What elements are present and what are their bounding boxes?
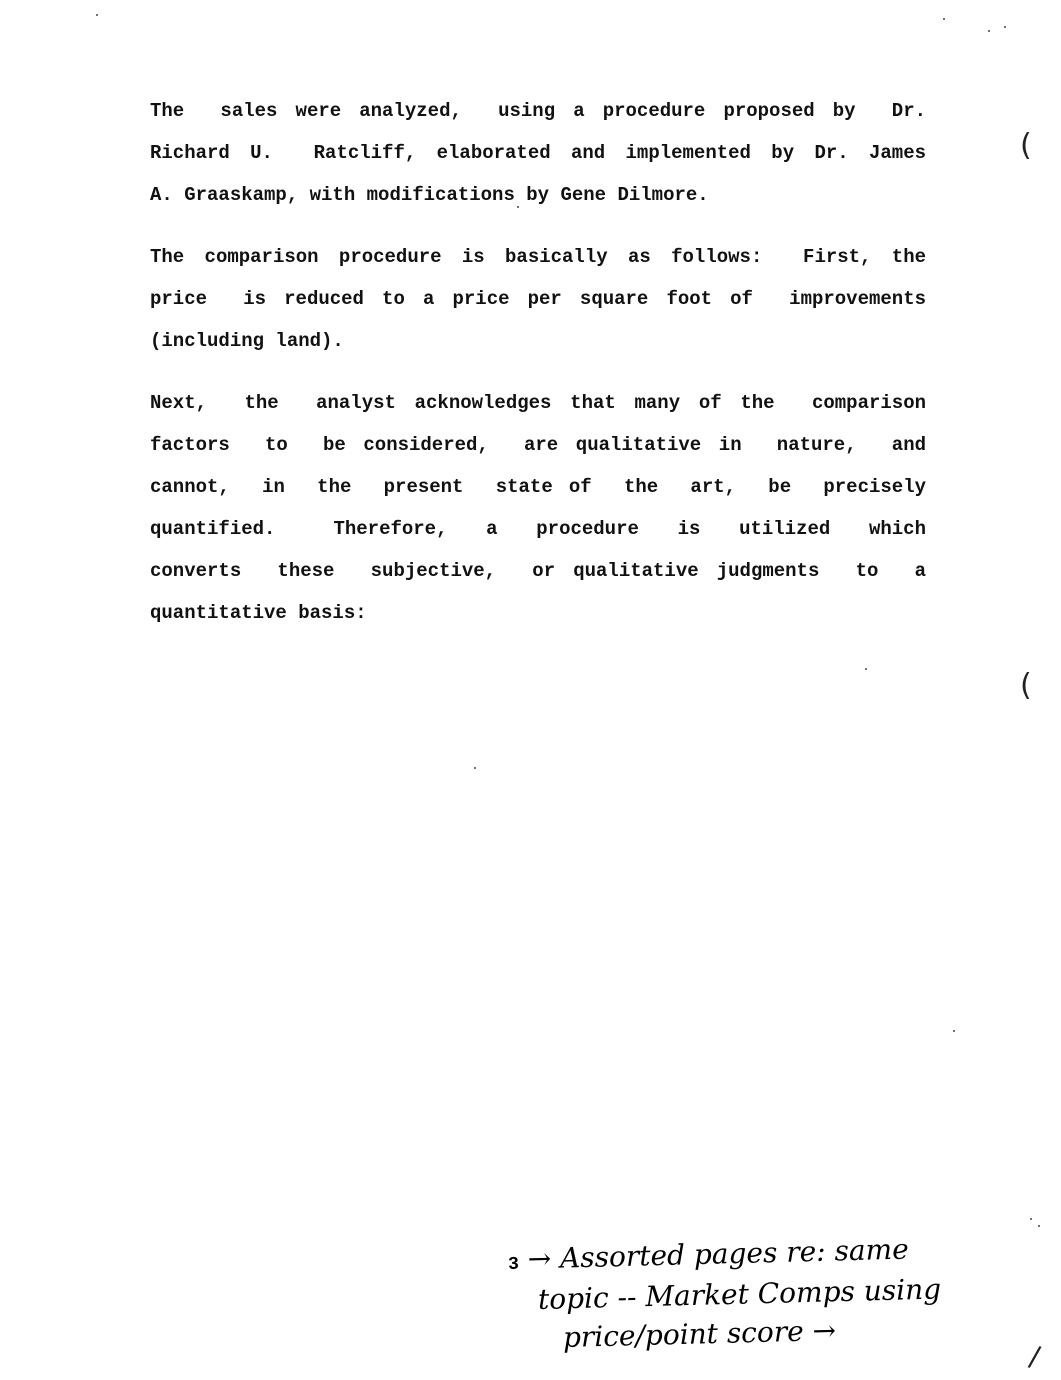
text-line: quantitative basis: bbox=[150, 602, 367, 624]
handwritten-note bbox=[507, 1232, 1008, 1354]
text-line: quantified. Therefore, a procedure is utilized which bbox=[150, 518, 926, 540]
text-line: (including land). bbox=[150, 330, 344, 352]
scan-speck bbox=[474, 767, 476, 769]
scan-speck bbox=[865, 668, 867, 670]
scan-speck bbox=[1030, 1218, 1032, 1220]
paragraph-2 bbox=[150, 236, 926, 362]
margin-stroke-mark: / bbox=[1026, 1339, 1043, 1374]
scan-speck bbox=[1038, 1225, 1040, 1227]
scan-speck bbox=[943, 18, 945, 20]
handwritten-line: topic -- Market Comps using bbox=[537, 1272, 942, 1316]
text-line: The sales were analyzed, using a procedure proposed by Dr. bbox=[150, 100, 926, 122]
text-line: The comparison procedure is basically as follows: First, the bbox=[150, 246, 926, 268]
scan-speck bbox=[1004, 26, 1006, 28]
scan-speck bbox=[953, 1030, 955, 1032]
scan-speck bbox=[517, 206, 519, 208]
text-line: factors to be considered, are qualitative in nature, and bbox=[150, 434, 926, 456]
handwritten-line: price/point score → bbox=[562, 1313, 837, 1354]
text-line: A. Graaskamp, with modifications by Gene Dilmore. bbox=[150, 184, 709, 206]
text-line: Next, the analyst acknowledges that many of the comparison bbox=[150, 392, 926, 414]
text-line: price is reduced to a price per square foot of improvements bbox=[150, 288, 926, 310]
scan-speck bbox=[988, 30, 990, 32]
page-number: 3 bbox=[507, 1254, 520, 1275]
paragraph-3 bbox=[150, 382, 926, 634]
text-line: converts these subjective, or qualitative judgments to a bbox=[150, 560, 926, 582]
binder-hole-mark: ( bbox=[1020, 668, 1032, 703]
scan-speck bbox=[96, 14, 98, 16]
binder-hole-mark: ( bbox=[1020, 128, 1032, 163]
text-line: Richard U. Ratcliff, elaborated and implemented by Dr. James bbox=[150, 142, 926, 164]
paragraph-1 bbox=[150, 90, 926, 216]
text-line: cannot, in the present state of the art, be precisely bbox=[150, 476, 926, 498]
handwritten-line: → Assorted pages re: same bbox=[527, 1232, 910, 1276]
